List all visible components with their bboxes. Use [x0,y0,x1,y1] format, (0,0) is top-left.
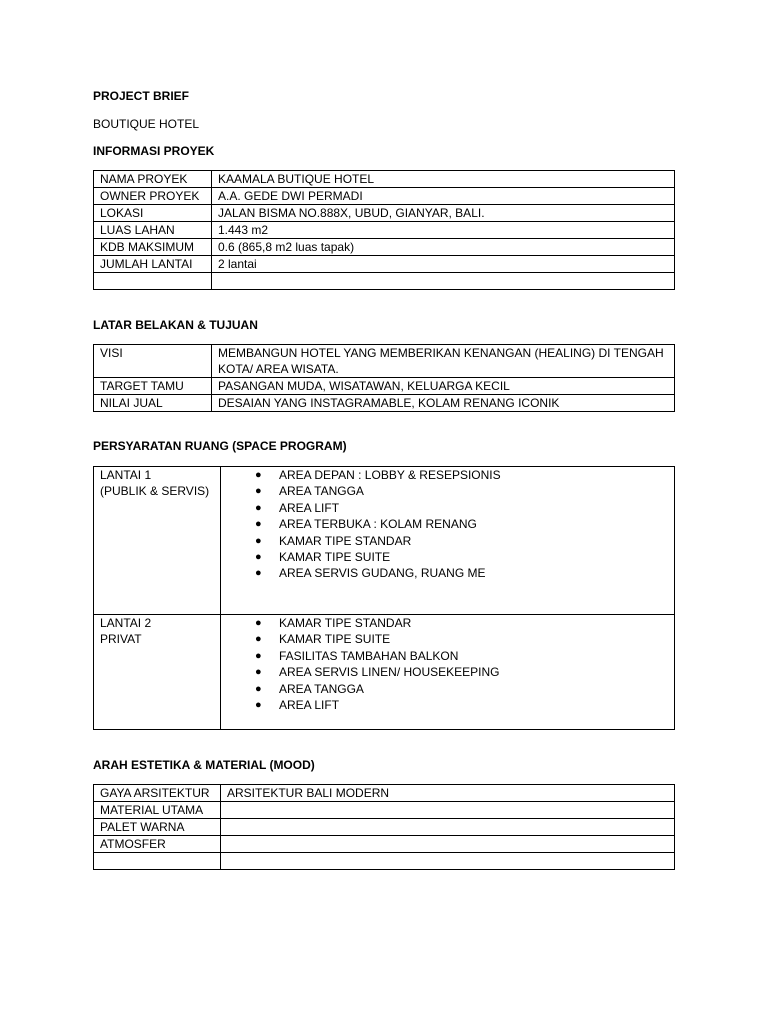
info-value: 2 lantai [212,256,675,273]
mood-value: ARSITEKTUR BALI MODERN [221,785,675,802]
table-row [94,273,675,290]
table-row [94,395,675,412]
background-label: VISI [94,345,212,378]
info-value: 0.6 (865,8 m2 luas tapak) [212,239,675,256]
bullet-icon: ● [255,469,262,481]
info-label: LUAS LAHAN [94,222,212,239]
bullet-icon: ● [255,567,262,580]
list-item: ● KAMAR TIPE SUITE [255,632,391,647]
list-item: ● AREA SERVIS LINEN/ HOUSEKEEPING [255,665,500,680]
background-value: DESAIAN YANG INSTAGRAMABLE, KOLAM RENANG ICONIK [212,395,675,412]
floor-items [221,467,675,615]
background-label: NILAI JUAL [94,395,212,412]
floor-label-line2: (PUBLIK & SERVIS) [100,484,210,499]
floor-label [94,615,221,730]
bullet-icon: ● [255,534,262,547]
table-row [94,222,675,239]
info-table [93,170,675,290]
info-value [212,273,675,290]
section-heading-space-program: PERSYARATAN RUANG (SPACE PROGRAM) [93,439,347,453]
table-row [94,239,675,256]
bullet-icon: ● [255,666,262,679]
info-label: OWNER PROYEK [94,188,212,205]
bullet-icon: ● [255,501,262,514]
bullet-icon: ● [255,699,262,712]
bullet-icon: ● [255,649,262,662]
background-value: MEMBANGUN HOTEL YANG MEMBERIKAN KENANGAN (HEALING) DI TENGAH KOTA/ AREA WISATA. [212,345,675,378]
mood-label: ATMOSFER [94,836,221,853]
table-row [94,345,675,378]
info-value: 1.443 m2 [212,222,675,239]
bullet-icon: ● [255,617,262,629]
list-item: ● KAMAR TIPE SUITE [255,550,391,565]
mood-value [221,836,675,853]
list-item: ● AREA SERVIS GUDANG, RUANG ME [255,566,486,581]
list-item: ● KAMAR TIPE STANDAR [255,616,412,630]
info-value: A.A. GEDE DWI PERMADI [212,188,675,205]
table-row [94,378,675,395]
list-item: ● AREA TERBUKA : KOLAM RENANG [255,517,477,532]
floor-items [221,615,675,730]
info-label: KDB MAKSIMUM [94,239,212,256]
mood-label: PALET WARNA [94,819,221,836]
space-program-table [93,466,675,730]
info-value: KAAMALA BUTIQUE HOTEL [212,171,675,188]
section-heading-info: INFORMASI PROYEK [93,144,215,158]
info-value: JALAN BISMA NO.888X, UBUD, GIANYAR, BALI. [212,205,675,222]
mood-value [221,819,675,836]
floor-label [94,467,221,615]
mood-value [221,853,675,870]
document-title: PROJECT BRIEF [93,89,190,103]
list-item: ● KAMAR TIPE STANDAR [255,533,412,548]
list-item: ● AREA DEPAN : LOBBY & RESEPSIONIS [255,468,501,482]
list-item: ● AREA LIFT [255,500,340,515]
list-item: ● FASILITAS TAMBAHAN BALKON [255,648,459,663]
mood-value [221,802,675,819]
info-label [94,273,212,290]
table-row [94,836,675,853]
mood-label: GAYA ARSITEKTUR [94,785,221,802]
background-table [93,344,675,412]
bullet-icon: ● [255,633,262,646]
mood-label: MATERIAL UTAMA [94,802,221,819]
table-row [94,615,675,730]
bullet-icon: ● [255,485,262,498]
background-value: PASANGAN MUDA, WISATAWAN, KELUARGA KECIL [212,378,675,395]
bullet-icon: ● [255,682,262,695]
table-row [94,256,675,273]
section-heading-mood: ARAH ESTETIKA & MATERIAL (MOOD) [93,758,315,772]
table-row [94,171,675,188]
info-label: NAMA PROYEK [94,171,212,188]
floor-label-line1: LANTAI 2 [100,616,152,630]
info-label: LOKASI [94,205,212,222]
floor-label-line1: LANTAI 1 [100,468,152,482]
bullet-icon: ● [255,551,262,564]
table-row [94,853,675,870]
background-label: TARGET TAMU [94,378,212,395]
list-item: ● AREA TANGGA [255,681,364,696]
bullet-list [227,467,668,582]
table-row [94,188,675,205]
table-row [94,467,675,615]
mood-label [94,853,221,870]
table-row [94,785,675,802]
bullet-icon: ● [255,518,262,531]
list-item: ● AREA LIFT [255,698,340,713]
document-subtitle: BOUTIQUE HOTEL [93,117,200,131]
floor-label-line2: PRIVAT [100,632,142,647]
list-item: ● AREA TANGGA [255,484,364,499]
mood-table [93,784,675,870]
bullet-list [227,615,668,713]
table-row [94,205,675,222]
info-label: JUMLAH LANTAI [94,256,212,273]
section-heading-background: LATAR BELAKAN & TUJUAN [93,318,258,332]
table-row [94,819,675,836]
table-row [94,802,675,819]
